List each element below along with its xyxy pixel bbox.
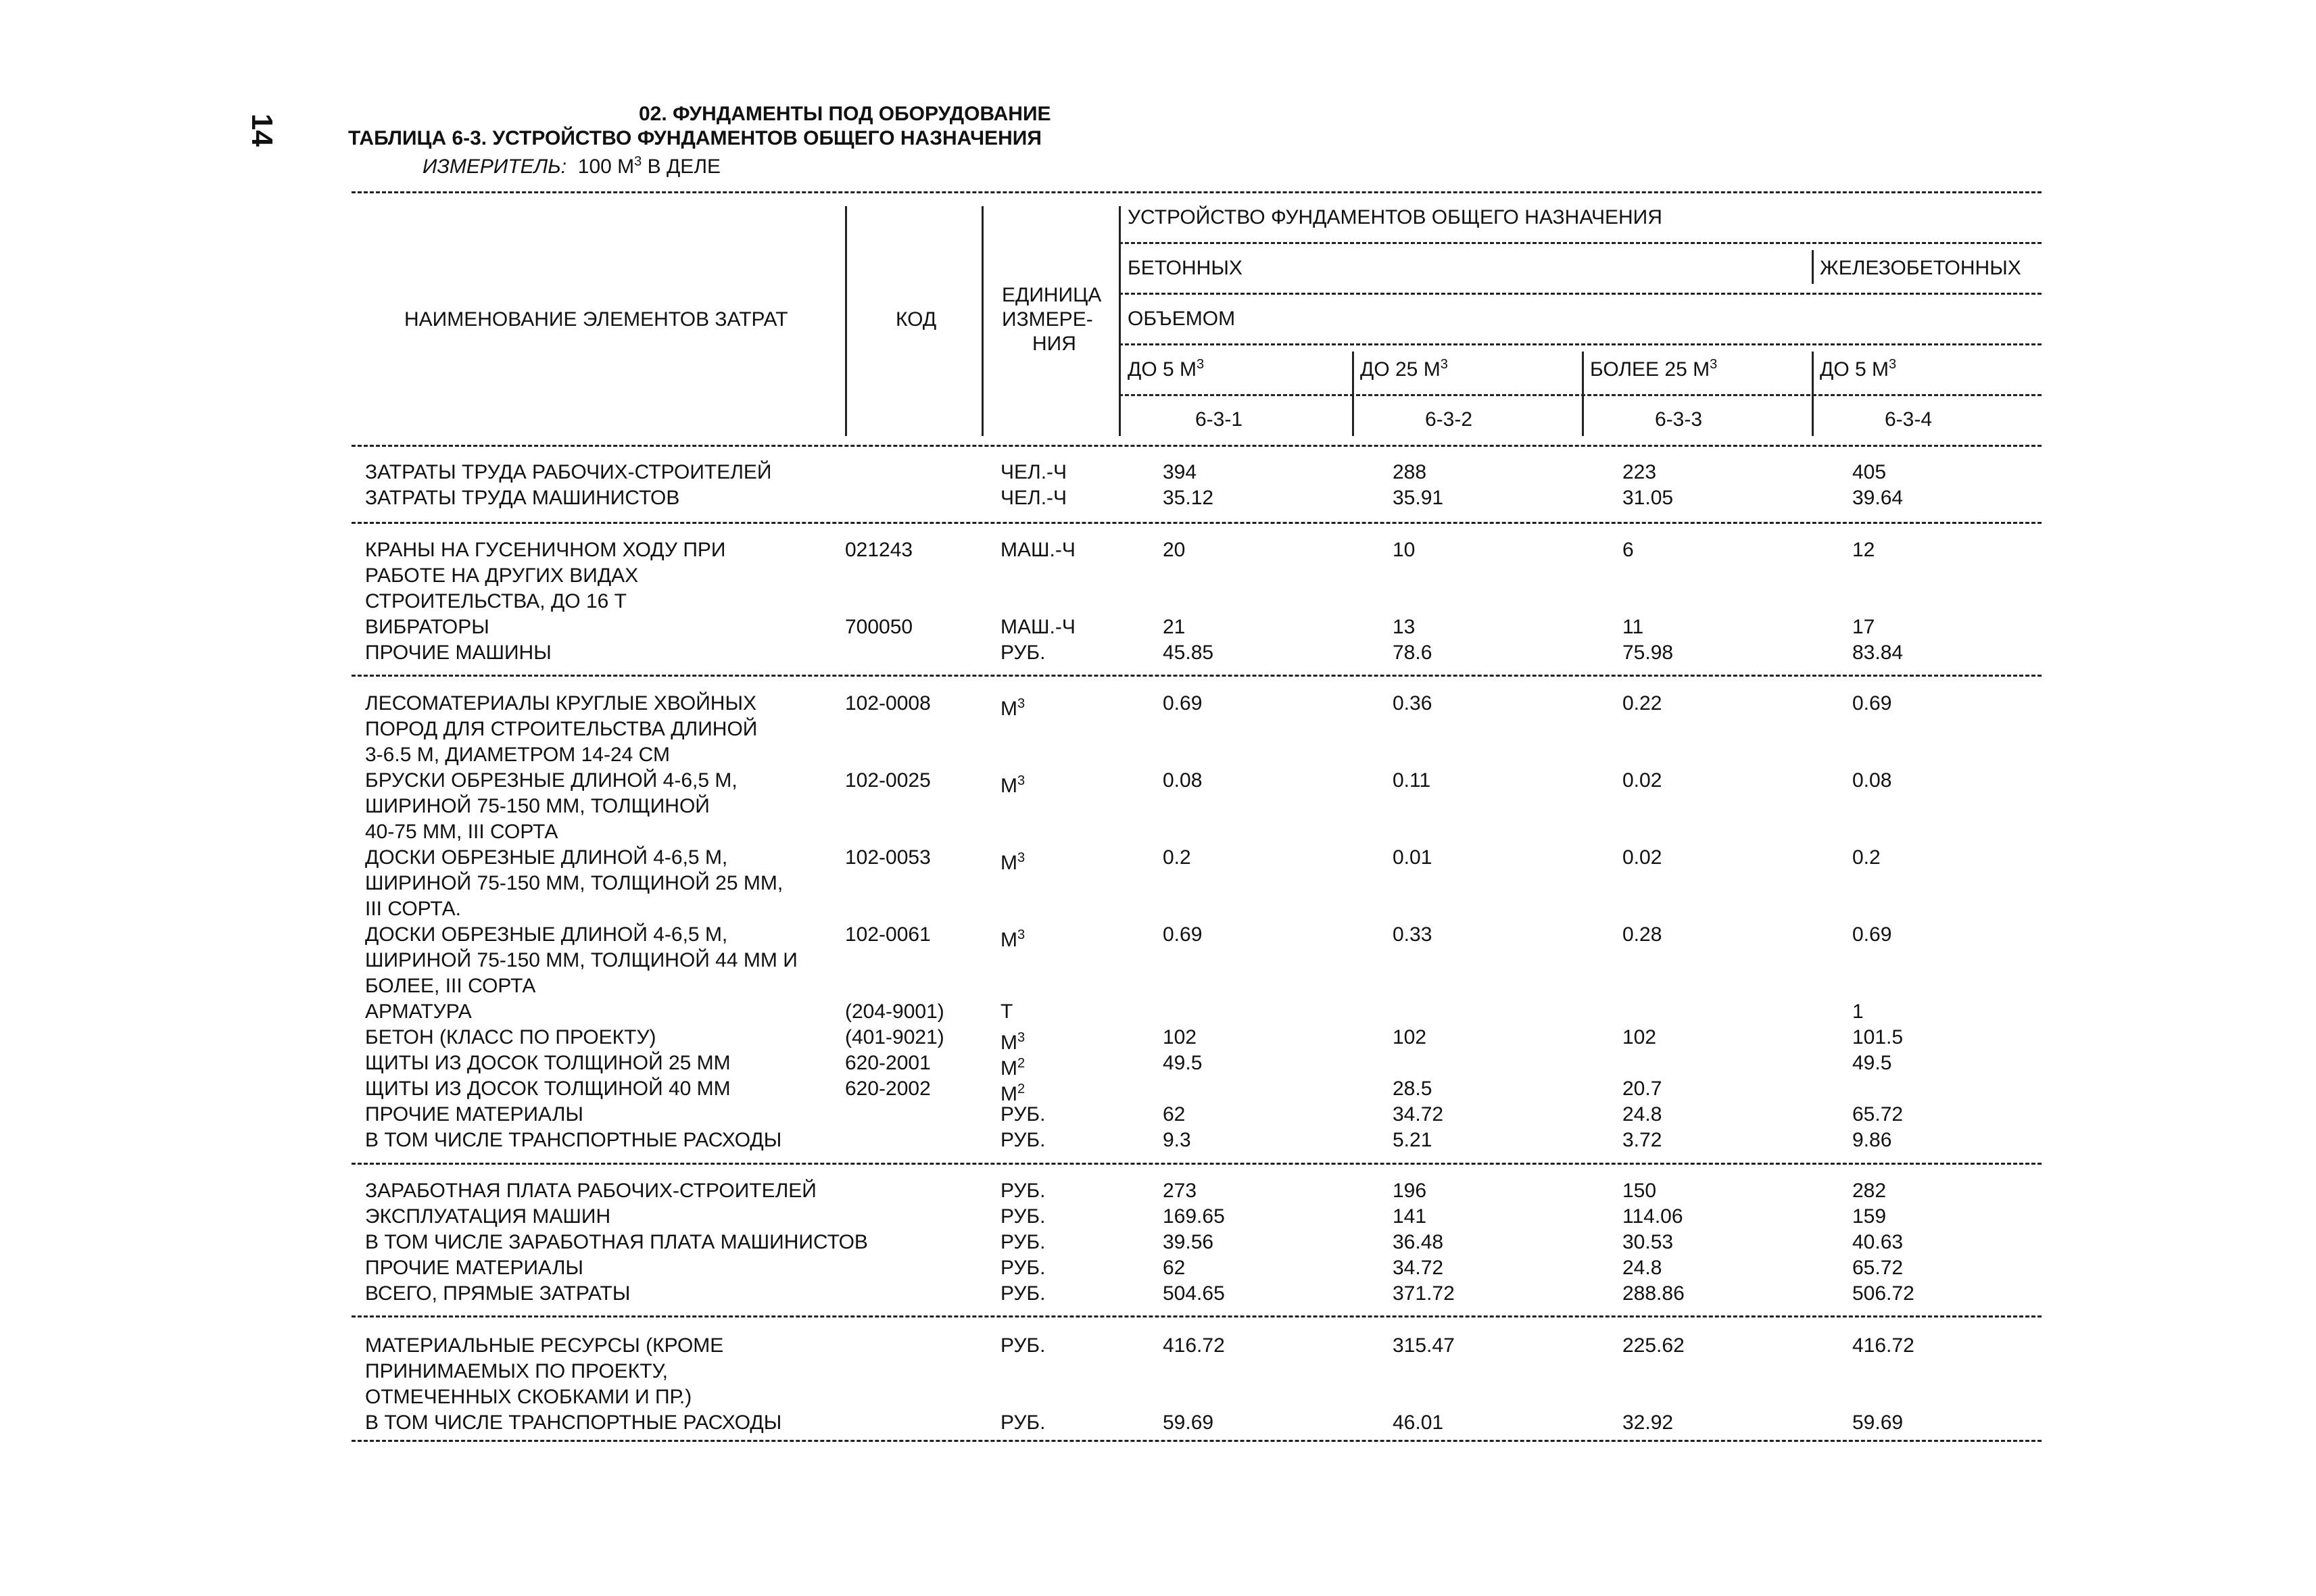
row-value-col3: 6 (1622, 539, 1634, 561)
row-value-col4: 159 (1852, 1205, 1887, 1228)
row-value-col4: 65.72 (1852, 1103, 1904, 1126)
row-value-col1: 21 (1163, 616, 1186, 638)
row-value-col2: 288 (1393, 461, 1427, 483)
vol1-text: ДО 5 М (1128, 358, 1197, 381)
row-value-col2: 371.72 (1393, 1282, 1455, 1305)
row-unit: РУБ. (1000, 1103, 1046, 1126)
row-value-col3: 0.22 (1622, 692, 1662, 715)
row-unit: $М^2$ (1000, 1056, 1026, 1080)
rule-top (352, 191, 2042, 193)
row-value-col4: 506.72 (1852, 1282, 1914, 1305)
measure-unit-value: 100 М (577, 155, 635, 178)
vol1-exp: 3 (1197, 357, 1205, 372)
vrule-name-code (845, 206, 847, 436)
row-value-col2: 46.01 (1393, 1411, 1444, 1434)
row-value-col1: 62 (1163, 1257, 1186, 1279)
row-name: ШИРИНОЙ 75-150 ММ, ТОЛЩИНОЙ 25 ММ, (365, 872, 783, 894)
row-value-col3: 24.8 (1622, 1257, 1662, 1279)
row-value-col4: 0.2 (1852, 846, 1881, 869)
row-value-col2: 10 (1393, 539, 1416, 561)
row-value-col4: 0.08 (1852, 769, 1892, 792)
row-code: 620-2002 (845, 1078, 931, 1100)
row-unit: РУБ. (1000, 642, 1046, 664)
row-value-col2: 35.91 (1393, 487, 1444, 509)
row-value-col3: 24.8 (1622, 1103, 1662, 1126)
col-header-unit-l3: НИЯ (1032, 333, 1076, 355)
measure-unit-suffix: В ДЕЛЕ (647, 155, 721, 178)
row-name: 3-6.5 М, ДИАМЕТРОМ 14-24 СМ (365, 744, 670, 766)
row-name: АРМАТУРА (365, 1000, 472, 1023)
row-value-col1: 0.2 (1163, 846, 1191, 869)
row-unit-exp: 3 (1017, 1030, 1026, 1045)
rule-section-4 (352, 1315, 2042, 1317)
row-value-col2: 28.5 (1393, 1078, 1432, 1100)
col-header-vol4 (1820, 357, 1896, 381)
row-value-col4: 282 (1852, 1180, 1887, 1202)
row-unit: РУБ. (1000, 1231, 1046, 1253)
row-unit: $М^3$ (1000, 1030, 1026, 1054)
vol3-text: БОЛЕЕ 25 М (1590, 358, 1710, 381)
row-unit: МАШ.-Ч (1000, 616, 1076, 638)
row-name: ВИБРАТОРЫ (365, 616, 489, 638)
rule-section-3 (352, 1163, 2042, 1165)
rule-h1 (1119, 242, 2042, 244)
row-value-col4: 59.69 (1852, 1411, 1904, 1434)
row-unit: ЧЕЛ.-Ч (1000, 461, 1067, 483)
row-unit: РУБ. (1000, 1334, 1046, 1357)
row-unit: РУБ. (1000, 1257, 1046, 1279)
measure-unit-exp: 3 (634, 154, 642, 169)
row-name: ПРОЧИЕ МАШИНЫ (365, 642, 552, 664)
row-name: В ТОМ ЧИСЛЕ ЗАРАБОТНАЯ ПЛАТА МАШИНИСТОВ (365, 1231, 868, 1253)
row-value-col4: 405 (1852, 461, 1887, 483)
row-name: ЗАТРАТЫ ТРУДА МАШИНИСТОВ (365, 487, 680, 509)
row-name: 40-75 ММ, III СОРТА (365, 821, 558, 843)
row-code: 102-0008 (845, 692, 931, 715)
row-value-col3: 3.72 (1622, 1129, 1662, 1151)
row-value-col1: 0.69 (1163, 923, 1203, 946)
rule-section-1 (352, 522, 2042, 524)
row-value-col2: 34.72 (1393, 1103, 1444, 1126)
row-name: ОТМЕЧЕННЫХ СКОБКАМИ И ПР.) (365, 1386, 692, 1408)
row-name: В ТОМ ЧИСЛЕ ТРАНСПОРТНЫЕ РАСХОДЫ (365, 1129, 782, 1151)
row-value-col1: 0.08 (1163, 769, 1203, 792)
col-header-volume: ОБЪЕМОМ (1128, 308, 1236, 330)
row-name: РАБОТЕ НА ДРУГИХ ВИДАХ (365, 564, 639, 587)
col-header-code3: 6-3-3 (1655, 408, 1703, 431)
row-code: (401-9021) (845, 1026, 944, 1048)
row-name: БОЛЕЕ, III СОРТА (365, 975, 536, 997)
row-value-col3: 223 (1622, 461, 1657, 483)
page-number: 14 (245, 114, 279, 147)
row-value-col4: 101.5 (1852, 1026, 1904, 1048)
row-value-col3: 0.28 (1622, 923, 1662, 946)
row-unit: РУБ. (1000, 1205, 1046, 1228)
row-value-col4: 40.63 (1852, 1231, 1904, 1253)
vrule-col34 (1812, 352, 1814, 436)
rule-h2 (1119, 293, 2042, 295)
rule-section-2 (352, 675, 2042, 677)
row-value-col3: 31.05 (1622, 487, 1674, 509)
row-value-col2: 315.47 (1393, 1334, 1455, 1357)
row-value-col1: 394 (1163, 461, 1197, 483)
row-code: (204-9001) (845, 1000, 944, 1023)
row-name: ЗАРАБОТНАЯ ПЛАТА РАБОЧИХ-СТРОИТЕЛЕЙ (365, 1180, 817, 1202)
rule-header-bottom (352, 445, 2042, 447)
row-value-col2: 196 (1393, 1180, 1427, 1202)
row-unit-exp: 3 (1017, 696, 1026, 711)
vol4-exp: 3 (1889, 357, 1897, 372)
row-code: 021243 (845, 539, 913, 561)
vrule-unit-group (1119, 206, 1121, 436)
row-unit: $М^2$ (1000, 1082, 1026, 1105)
row-value-col3: 114.06 (1622, 1205, 1683, 1228)
col-header-code1: 6-3-1 (1195, 408, 1243, 431)
row-name: ЭКСПЛУАТАЦИЯ МАШИН (365, 1205, 611, 1228)
row-code: 700050 (845, 616, 913, 638)
row-unit: РУБ. (1000, 1180, 1046, 1202)
col-header-group: УСТРОЙСТВО ФУНДАМЕНТОВ ОБЩЕГО НАЗНАЧЕНИЯ (1128, 206, 1662, 228)
row-value-col2: 0.33 (1393, 923, 1432, 946)
col-header-code: КОД (896, 308, 937, 331)
row-name: В ТОМ ЧИСЛЕ ТРАНСПОРТНЫЕ РАСХОДЫ (365, 1411, 782, 1434)
row-value-col2: 78.6 (1393, 642, 1432, 664)
vrule-col12 (1352, 352, 1354, 436)
row-value-col3: 30.53 (1622, 1231, 1674, 1253)
row-name: ШИРИНОЙ 75-150 ММ, ТОЛЩИНОЙ (365, 795, 710, 817)
row-value-col2: 141 (1393, 1205, 1427, 1228)
row-value-col4: 0.69 (1852, 923, 1892, 946)
row-value-col3: 150 (1622, 1180, 1657, 1202)
row-unit: МАШ.-Ч (1000, 539, 1076, 561)
row-value-col4: 0.69 (1852, 692, 1892, 715)
vol4-text: ДО 5 М (1820, 358, 1889, 381)
vol2-text: ДО 25 М (1360, 358, 1441, 381)
row-unit-exp: 2 (1017, 1082, 1026, 1096)
row-value-col3: 75.98 (1622, 642, 1674, 664)
row-value-col3: 32.92 (1622, 1411, 1674, 1434)
row-name: ЗАТРАТЫ ТРУДА РАБОЧИХ-СТРОИТЕЛЕЙ (365, 461, 772, 483)
row-value-col2: 34.72 (1393, 1257, 1444, 1279)
row-name: БЕТОН (КЛАСС ПО ПРОЕКТУ) (365, 1026, 656, 1048)
col-header-unit-l1: ЕДИНИЦА (1002, 284, 1102, 306)
row-unit: Т (1000, 1000, 1013, 1023)
row-value-col4: 65.72 (1852, 1257, 1904, 1279)
row-value-col2: 0.11 (1393, 769, 1431, 792)
row-name: МАТЕРИАЛЬНЫЕ РЕСУРСЫ (КРОМЕ (365, 1334, 724, 1357)
col-header-code4: 6-3-4 (1885, 408, 1933, 431)
row-unit-exp: 3 (1017, 850, 1026, 865)
row-name: ЛЕСОМАТЕРИАЛЫ КРУГЛЫЕ ХВОЙНЫХ (365, 692, 757, 715)
vrule-concrete-rc (1812, 250, 1814, 284)
row-value-col4: 39.64 (1852, 487, 1904, 509)
row-unit: $М^3$ (1000, 850, 1026, 874)
row-value-col2: 0.01 (1393, 846, 1432, 869)
row-name: ДОСКИ ОБРЕЗНЫЕ ДЛИНОЙ 4-6,5 М, (365, 923, 728, 946)
row-value-col2: 13 (1393, 616, 1416, 638)
row-value-col3: 102 (1622, 1026, 1657, 1048)
row-value-col1: 416.72 (1163, 1334, 1225, 1357)
col-header-vol3 (1590, 357, 1717, 381)
row-value-col1: 9.3 (1163, 1129, 1191, 1151)
col-header-rc: ЖЕЛЕЗОБЕТОННЫХ (1820, 257, 2021, 279)
row-unit-exp: 3 (1017, 773, 1026, 788)
row-unit: $М^3$ (1000, 927, 1026, 951)
row-value-col3: 225.62 (1622, 1334, 1685, 1357)
vrule-code-unit (982, 206, 984, 436)
row-name: ЩИТЫ ИЗ ДОСОК ТОЛЩИНОЙ 40 ММ (365, 1078, 731, 1100)
row-value-col3: 11 (1622, 616, 1644, 638)
row-value-col2: 5.21 (1393, 1129, 1432, 1151)
row-value-col1: 45.85 (1163, 642, 1214, 664)
row-name: ПОРОД ДЛЯ СТРОИТЕЛЬСТВА ДЛИНОЙ (365, 718, 758, 740)
row-value-col3: 288.86 (1622, 1282, 1685, 1305)
col-header-vol1 (1128, 357, 1204, 381)
col-header-concrete: БЕТОННЫХ (1128, 257, 1243, 279)
table-title: ТАБЛИЦА 6-3. УСТРОЙСТВО ФУНДАМЕНТОВ ОБЩЕГО НАЗНАЧЕНИЯ (348, 127, 1042, 149)
row-name: ПРОЧИЕ МАТЕРИАЛЫ (365, 1257, 583, 1279)
row-name: ВСЕГО, ПРЯМЫЕ ЗАТРАТЫ (365, 1282, 631, 1305)
row-code: 102-0061 (845, 923, 931, 946)
section-title: 02. ФУНДАМЕНТЫ ПОД ОБОРУДОВАНИЕ (639, 103, 1051, 125)
row-unit-exp: 3 (1017, 927, 1026, 942)
row-name: ДОСКИ ОБРЕЗНЫЕ ДЛИНОЙ 4-6,5 М, (365, 846, 728, 869)
row-name: ПРОЧИЕ МАТЕРИАЛЫ (365, 1103, 583, 1126)
row-value-col4: 17 (1852, 616, 1875, 638)
row-code: 102-0025 (845, 769, 931, 792)
measure-unit (423, 154, 721, 178)
row-value-col1: 20 (1163, 539, 1186, 561)
rule-bottom (352, 1440, 2042, 1442)
vrule-col23 (1582, 352, 1584, 436)
row-unit: ЧЕЛ.-Ч (1000, 487, 1067, 509)
row-code: 620-2001 (845, 1052, 931, 1074)
row-value-col2: 102 (1393, 1026, 1427, 1048)
row-value-col4: 416.72 (1852, 1334, 1914, 1357)
row-value-col1: 102 (1163, 1026, 1197, 1048)
row-value-col3: 0.02 (1622, 846, 1662, 869)
row-value-col1: 59.69 (1163, 1411, 1214, 1434)
col-header-code2: 6-3-2 (1425, 408, 1473, 431)
row-value-col1: 35.12 (1163, 487, 1214, 509)
row-name: КРАНЫ НА ГУСЕНИЧНОМ ХОДУ ПРИ (365, 539, 726, 561)
measure-unit-label: ИЗМЕРИТЕЛЬ: (423, 155, 567, 178)
rule-h4 (1119, 394, 2042, 396)
row-name: III СОРТА. (365, 898, 462, 920)
row-unit-exp: 2 (1017, 1056, 1026, 1071)
row-unit: РУБ. (1000, 1411, 1046, 1434)
row-value-col4: 49.5 (1852, 1052, 1892, 1074)
row-value-col1: 49.5 (1163, 1052, 1203, 1074)
row-value-col1: 0.69 (1163, 692, 1203, 715)
row-name: ПРИНИМАЕМЫХ ПО ПРОЕКТУ, (365, 1360, 668, 1382)
row-value-col1: 169.65 (1163, 1205, 1225, 1228)
rule-h3 (1119, 343, 2042, 345)
vol2-exp: 3 (1440, 357, 1448, 372)
row-name: БРУСКИ ОБРЕЗНЫЕ ДЛИНОЙ 4-6,5 М, (365, 769, 738, 792)
row-code: 102-0053 (845, 846, 931, 869)
row-value-col1: 504.65 (1163, 1282, 1225, 1305)
row-name: ЩИТЫ ИЗ ДОСОК ТОЛЩИНОЙ 25 ММ (365, 1052, 731, 1074)
col-header-vol2 (1360, 357, 1448, 381)
col-header-name: НАИМЕНОВАНИЕ ЭЛЕМЕНТОВ ЗАТРАТ (404, 308, 788, 331)
vol3-exp: 3 (1710, 357, 1718, 372)
row-value-col4: 83.84 (1852, 642, 1904, 664)
row-value-col1: 273 (1163, 1180, 1197, 1202)
row-value-col2: 0.36 (1393, 692, 1432, 715)
row-value-col4: 1 (1852, 1000, 1864, 1023)
row-unit: РУБ. (1000, 1129, 1046, 1151)
row-unit: $М^3$ (1000, 696, 1026, 720)
row-name: ШИРИНОЙ 75-150 ММ, ТОЛЩИНОЙ 44 ММ И (365, 949, 798, 971)
col-header-unit-l2: ИЗМЕРЕ- (1002, 308, 1093, 331)
row-value-col4: 12 (1852, 539, 1875, 561)
row-value-col3: 0.02 (1622, 769, 1662, 792)
row-value-col1: 62 (1163, 1103, 1186, 1126)
row-value-col4: 9.86 (1852, 1129, 1892, 1151)
row-value-col3: 20.7 (1622, 1078, 1662, 1100)
row-unit: РУБ. (1000, 1282, 1046, 1305)
row-name: СТРОИТЕЛЬСТВА, ДО 16 Т (365, 590, 627, 612)
row-value-col2: 36.48 (1393, 1231, 1444, 1253)
row-value-col1: 39.56 (1163, 1231, 1214, 1253)
row-unit: $М^3$ (1000, 773, 1026, 797)
